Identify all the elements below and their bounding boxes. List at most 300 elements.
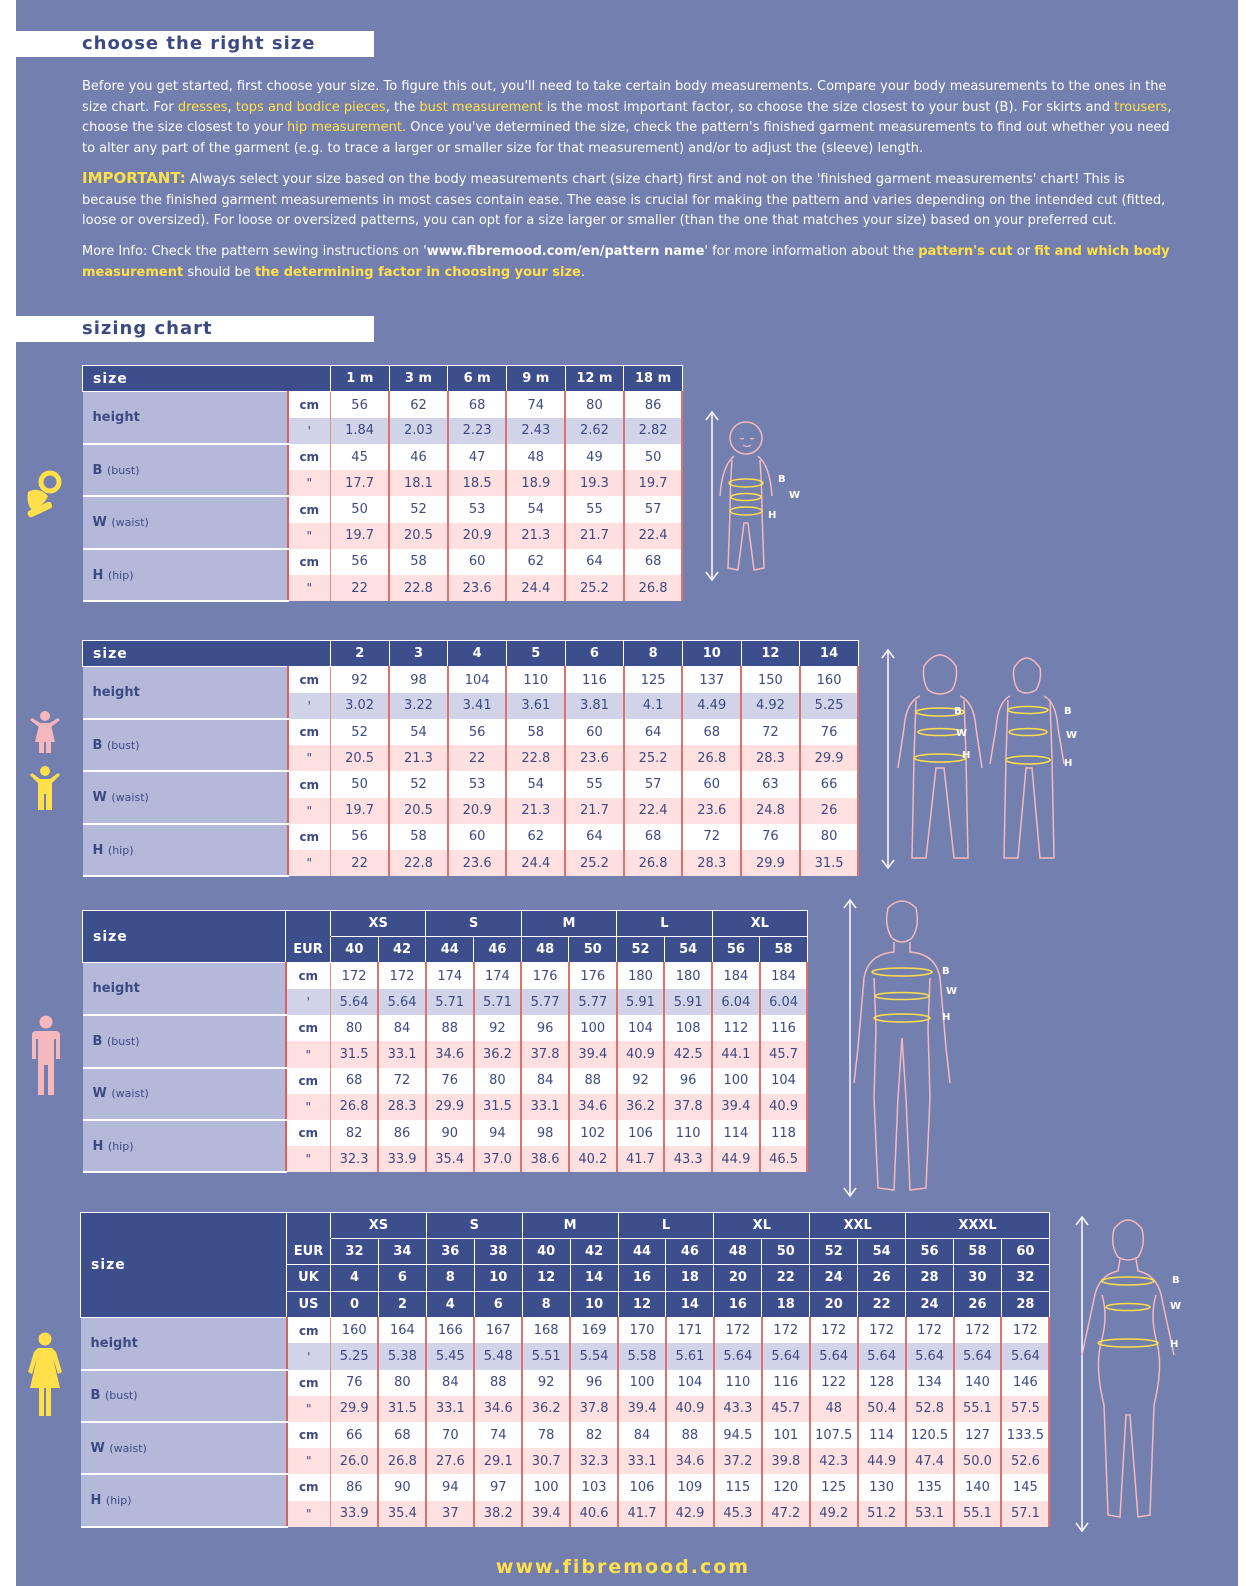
height-ft-cell: 4.49 (682, 693, 741, 719)
figure-label-b: B (1064, 706, 1072, 717)
size-uk-value: 10 (474, 1265, 522, 1291)
figure-label-h: H (768, 510, 777, 521)
waist-inch-cell: 24.8 (741, 798, 800, 824)
height-cm-cell: 92 (331, 667, 390, 693)
height-cm-cell: 172 (714, 1317, 762, 1343)
bust-cm-cell: 92 (522, 1370, 570, 1396)
figure-label-w: W (946, 986, 958, 997)
waist-cm-cell: 54 (506, 496, 565, 522)
hip-label-code: H (92, 1138, 104, 1154)
bust-cm-cell: 96 (521, 1015, 569, 1041)
highlight-bust: bust measurement (419, 99, 543, 115)
waist-cm-cell: 100 (712, 1068, 760, 1094)
waist-inch-cell: 32.3 (570, 1448, 618, 1474)
height-label-code: height (90, 1335, 138, 1351)
height-cm-cell: 116 (565, 667, 624, 693)
waist-cm-cell: 68 (331, 1068, 379, 1094)
intro-text: is the most important factor, so choose the size closest to your bust (B). For skirts and (542, 99, 1115, 115)
size-group-header: L (617, 911, 712, 937)
size-eur-value: 56 (712, 937, 760, 963)
hip-cm-cell: 106 (617, 1120, 665, 1146)
bust-inch-cell: 26.8 (682, 745, 741, 771)
unit-inch: " (286, 1041, 331, 1067)
height-row-label (83, 392, 288, 444)
waist-cm-cell: 55 (565, 496, 624, 522)
size-col-header: 6 m (448, 366, 507, 392)
height-ft-cell: 5.51 (522, 1343, 570, 1369)
size-col-header: 9 m (506, 366, 565, 392)
unit-inch: " (286, 1146, 331, 1172)
hip-inch-cell: 49.2 (810, 1501, 858, 1527)
bust-cm-cell: 52 (331, 719, 390, 745)
footer-website-text: www.fibremood.com (495, 1556, 751, 1578)
hip-cm-cell: 58 (389, 824, 448, 850)
hip-label-code: H (92, 842, 104, 858)
bust-inch-cell: 31.5 (331, 1041, 379, 1067)
waist-cm-cell: 60 (682, 771, 741, 797)
waist-row-label (83, 771, 288, 823)
height-ft-cell: 5.54 (570, 1343, 618, 1369)
women-size-table (80, 1212, 1050, 1528)
hip-cm-cell: 120 (762, 1474, 810, 1500)
waist-cm-cell: 54 (506, 771, 565, 797)
bust-inch-cell: 18.9 (506, 470, 565, 496)
height-ft-cell: 5.71 (474, 989, 522, 1015)
waist-inch-cell: 44.9 (858, 1448, 906, 1474)
hip-cm-cell: 62 (506, 549, 565, 575)
waist-inch-cell: 26.8 (331, 1094, 379, 1120)
pattern-url: www.fibremood.com/en/pattern name (426, 244, 705, 259)
waist-cm-cell: 52 (389, 771, 448, 797)
bust-inch-cell: 36.2 (522, 1396, 570, 1422)
bust-cm-cell: 110 (714, 1370, 762, 1396)
bust-row-label (83, 444, 288, 496)
bust-cm-cell: 116 (762, 1370, 810, 1396)
bust-inch-cell: 45.7 (762, 1396, 810, 1422)
waist-cm-cell: 57 (624, 496, 683, 522)
bust-inch-cell: 45.7 (760, 1041, 808, 1067)
waist-inch-cell: 22.4 (624, 798, 683, 824)
more-info-text: . (580, 264, 585, 280)
hip-inch-cell: 41.7 (618, 1501, 666, 1527)
figure-label-w: W (956, 728, 968, 739)
size-system-label: EUR (287, 1239, 331, 1265)
size-group-header: M (522, 1213, 618, 1239)
height-cm-cell: 172 (331, 963, 379, 989)
unit-inch: " (287, 1396, 331, 1422)
height-cm-cell: 150 (741, 667, 800, 693)
bust-cm-cell: 48 (506, 444, 565, 470)
more-info-text: ' for more information about the (704, 244, 919, 259)
height-cm-cell: 180 (617, 963, 665, 989)
hip-cm-cell: 90 (378, 1474, 426, 1500)
bust-inch-cell: 28.3 (741, 745, 800, 771)
size-eur-value: 48 (521, 937, 569, 963)
bust-inch-cell: 33.1 (378, 1041, 426, 1067)
hip-label-desc: (hip) (105, 1494, 132, 1508)
hip-inch-cell: 37.0 (474, 1146, 522, 1172)
hip-inch-cell: 53.1 (906, 1501, 954, 1527)
height-ft-cell: 5.25 (800, 693, 859, 719)
unit-cm: cm (287, 1422, 331, 1448)
bust-inch-cell: 19.7 (624, 470, 683, 496)
size-eur-value: 36 (426, 1239, 474, 1265)
unit-cm: cm (287, 1370, 331, 1396)
hip-cm-cell: 80 (800, 824, 859, 850)
bust-inch-cell: 29.9 (800, 745, 859, 771)
figure-label-w: W (789, 490, 801, 501)
size-us-value: 8 (522, 1291, 570, 1317)
hip-row-label (83, 1120, 286, 1172)
unit-inch: " (288, 850, 331, 876)
hip-inch-cell: 35.4 (426, 1146, 474, 1172)
height-cm-cell: 168 (522, 1317, 570, 1343)
height-cm-cell: 171 (666, 1317, 714, 1343)
waist-label-code: W (92, 1086, 107, 1102)
bust-inch-cell: 22 (448, 745, 507, 771)
highlight-dresses: dresses (177, 99, 228, 115)
height-ft-cell: 2.82 (624, 418, 683, 444)
figure-label-h: H (962, 750, 971, 761)
waist-cm-cell: 88 (666, 1422, 714, 1448)
waist-label-desc: (waist) (111, 1087, 149, 1101)
size-us-value: 16 (714, 1291, 762, 1317)
unit-cm: cm (286, 963, 331, 989)
waist-cm-cell: 120.5 (906, 1422, 954, 1448)
size-eur-value: 58 (760, 937, 808, 963)
height-cm-cell: 172 (906, 1317, 954, 1343)
waist-cm-cell: 76 (426, 1068, 474, 1094)
important-text: Always select your size based on the body measurements chart (size chart) first and not on the 'finished garment measurements' chart! This is because the finished garment measurements in most cases contain ease. The ease is crucial for making the pattern and varies depending on the intended cut (fitted, loose or oversized). For loose or oversized patterns, you can opt for a size larger or smaller (than the one that matches your size) based on your preferred cut. (82, 172, 1166, 228)
height-ft-cell: 5.61 (666, 1343, 714, 1369)
height-ft-cell: 2.23 (448, 418, 507, 444)
highlight-tops: tops and bodice pieces (235, 99, 386, 115)
size-eur-value: 40 (331, 937, 379, 963)
hip-inch-cell: 33.9 (378, 1146, 426, 1172)
waist-cm-cell: 107.5 (810, 1422, 858, 1448)
waist-inch-cell: 40.9 (760, 1094, 808, 1120)
height-ft-cell: 3.61 (506, 693, 565, 719)
waist-cm-cell: 53 (448, 771, 507, 797)
hip-cm-cell: 109 (666, 1474, 714, 1500)
hip-inch-cell: 37 (426, 1501, 474, 1527)
waist-row-label (83, 496, 288, 548)
size-us-value: 14 (666, 1291, 714, 1317)
height-ft-cell: 2.43 (506, 418, 565, 444)
size-header: size (81, 1213, 287, 1318)
bust-inch-cell: 48 (810, 1396, 858, 1422)
waist-inch-cell: 42.3 (810, 1448, 858, 1474)
hip-cm-cell: 64 (565, 549, 624, 575)
bust-cm-cell: 134 (906, 1370, 954, 1396)
hip-inch-cell: 40.6 (570, 1501, 618, 1527)
hip-inch-cell: 23.6 (448, 575, 507, 601)
waist-cm-cell: 114 (858, 1422, 906, 1448)
hip-cm-cell: 68 (624, 824, 683, 850)
height-cm-cell: 172 (810, 1317, 858, 1343)
hip-inch-cell: 25.2 (565, 575, 624, 601)
waist-inch-cell: 52.6 (1001, 1448, 1049, 1474)
bust-inch-cell: 36.2 (474, 1041, 522, 1067)
hip-inch-cell: 42.9 (666, 1501, 714, 1527)
size-col-header: 18 m (624, 366, 683, 392)
bust-cm-cell: 54 (389, 719, 448, 745)
more-info-text: or (1012, 244, 1035, 259)
size-col-header: 3 m (389, 366, 448, 392)
size-eur-value: 34 (378, 1239, 426, 1265)
height-ft-cell: 5.64 (906, 1343, 954, 1369)
height-ft-cell: 5.64 (858, 1343, 906, 1369)
hip-cm-cell: 103 (570, 1474, 618, 1500)
height-ft-cell: 4.1 (624, 693, 683, 719)
waist-inch-cell: 33.1 (618, 1448, 666, 1474)
height-ft-cell: 1.84 (331, 418, 390, 444)
waist-inch-cell: 20.9 (448, 523, 507, 549)
bust-inch-cell: 55.1 (954, 1396, 1002, 1422)
bust-label-desc: (bust) (104, 1389, 138, 1403)
hip-inch-cell: 32.3 (331, 1146, 379, 1172)
bust-inch-cell: 40.9 (617, 1041, 665, 1067)
figure-label-h: H (1064, 758, 1073, 769)
height-ft-cell: 5.64 (954, 1343, 1002, 1369)
bust-cm-cell: 96 (570, 1370, 618, 1396)
bust-cm-cell: 92 (474, 1015, 522, 1041)
hip-cm-cell: 140 (954, 1474, 1002, 1500)
height-cm-cell: 86 (624, 392, 683, 418)
bust-cm-cell: 45 (331, 444, 390, 470)
baby-figure (700, 408, 810, 583)
height-cm-cell: 172 (858, 1317, 906, 1343)
bust-inch-cell: 39.4 (618, 1396, 666, 1422)
waist-inch-cell: 21.3 (506, 798, 565, 824)
height-ft-cell: 3.41 (448, 693, 507, 719)
height-ft-cell: 5.91 (664, 989, 712, 1015)
waist-inch-cell: 37.8 (664, 1094, 712, 1120)
height-cm-cell: 172 (378, 963, 426, 989)
size-us-value: 6 (474, 1291, 522, 1317)
hip-cm-cell: 60 (448, 549, 507, 575)
size-col-header: 4 (448, 641, 507, 667)
unit-ft: ' (288, 418, 331, 444)
bust-cm-cell: 112 (712, 1015, 760, 1041)
hip-inch-cell: 39.4 (522, 1501, 570, 1527)
size-eur-value: 48 (714, 1239, 762, 1265)
hip-inch-cell: 23.6 (448, 850, 507, 876)
unit-inch: " (288, 745, 331, 771)
height-cm-cell: 184 (712, 963, 760, 989)
bust-inch-cell: 37.8 (521, 1041, 569, 1067)
bust-inch-cell: 57.5 (1001, 1396, 1049, 1422)
footer-website (0, 1556, 1246, 1578)
waist-inch-cell: 31.5 (474, 1094, 522, 1120)
hip-inch-cell: 24.4 (506, 850, 565, 876)
height-label-code: height (92, 410, 140, 426)
hip-inch-cell: 43.3 (664, 1146, 712, 1172)
waist-inch-cell: 50.0 (954, 1448, 1002, 1474)
size-us-value: 28 (1001, 1291, 1049, 1317)
bust-cm-cell: 116 (760, 1015, 808, 1041)
hip-inch-cell: 38.2 (474, 1501, 522, 1527)
unit-cm: cm (286, 1068, 331, 1094)
bust-cm-cell: 72 (741, 719, 800, 745)
hip-inch-cell: 33.9 (331, 1501, 379, 1527)
hip-inch-cell: 28.3 (682, 850, 741, 876)
bust-cm-cell: 80 (378, 1370, 426, 1396)
height-cm-cell: 98 (389, 667, 448, 693)
hip-cm-cell: 145 (1001, 1474, 1049, 1500)
bust-inch-cell: 23.6 (565, 745, 624, 771)
waist-cm-cell: 66 (800, 771, 859, 797)
waist-inch-cell: 37.2 (714, 1448, 762, 1474)
size-eur-value: 32 (331, 1239, 379, 1265)
hip-inch-cell: 31.5 (800, 850, 859, 876)
hip-cm-cell: 100 (522, 1474, 570, 1500)
girl-icon (28, 710, 62, 754)
height-ft-cell: 3.02 (331, 693, 390, 719)
size-col-header: 12 (741, 641, 800, 667)
size-eur-value: 44 (618, 1239, 666, 1265)
size-us-value: 12 (618, 1291, 666, 1317)
waist-cm-cell: 55 (565, 771, 624, 797)
woman-icon (26, 1332, 64, 1418)
size-system-spacer (286, 911, 331, 937)
height-ft-cell: 5.48 (474, 1343, 522, 1369)
waist-inch-cell: 29.9 (426, 1094, 474, 1120)
size-uk-value: 18 (666, 1265, 714, 1291)
size-uk-value: 8 (426, 1265, 474, 1291)
height-ft-cell: 3.22 (389, 693, 448, 719)
size-eur-value: 38 (474, 1239, 522, 1265)
figure-label-b: B (1172, 1275, 1180, 1286)
hip-cm-cell: 64 (565, 824, 624, 850)
height-cm-cell: 160 (331, 1317, 379, 1343)
size-us-value: 20 (810, 1291, 858, 1317)
figure-label-h: H (942, 1012, 951, 1023)
waist-inch-cell: 33.1 (521, 1094, 569, 1120)
intro-paragraph-2 (82, 168, 1180, 232)
height-cm-cell: 176 (569, 963, 617, 989)
size-col-header: 6 (565, 641, 624, 667)
hip-inch-cell: 25.2 (565, 850, 624, 876)
hip-inch-cell: 24.4 (506, 575, 565, 601)
hip-inch-cell: 22 (331, 575, 390, 601)
bust-inch-cell: 42.5 (664, 1041, 712, 1067)
height-cm-cell: 167 (474, 1317, 522, 1343)
waist-inch-cell: 34.6 (666, 1448, 714, 1474)
height-cm-cell: 174 (426, 963, 474, 989)
waist-cm-cell: 104 (760, 1068, 808, 1094)
size-eur-value: 44 (426, 937, 474, 963)
height-cm-cell: 125 (624, 667, 683, 693)
unit-inch: " (288, 575, 331, 601)
bust-inch-cell: 21.3 (389, 745, 448, 771)
size-uk-value: 14 (570, 1265, 618, 1291)
size-col-header: 3 (389, 641, 448, 667)
height-cm-cell: 174 (474, 963, 522, 989)
size-uk-value: 20 (714, 1265, 762, 1291)
unit-inch: " (286, 1094, 331, 1120)
size-uk-value: 16 (618, 1265, 666, 1291)
bust-cm-cell: 140 (954, 1370, 1002, 1396)
waist-inch-cell: 20.9 (448, 798, 507, 824)
height-ft-cell: 6.04 (760, 989, 808, 1015)
hip-inch-cell: 29.9 (741, 850, 800, 876)
size-col-header: 5 (506, 641, 565, 667)
size-us-value: 18 (762, 1291, 810, 1317)
height-ft-cell: 5.64 (714, 1343, 762, 1369)
bust-inch-cell: 22.8 (506, 745, 565, 771)
size-system-spacer (287, 1213, 331, 1239)
height-row-label (81, 1317, 287, 1369)
hip-inch-cell: 46.5 (760, 1146, 808, 1172)
height-cm-cell: 172 (954, 1317, 1002, 1343)
bust-label-desc: (bust) (106, 463, 140, 477)
bust-cm-cell: 88 (426, 1015, 474, 1041)
size-eur-value: 58 (954, 1239, 1002, 1265)
baby-size-table (82, 365, 683, 602)
hip-cm-cell: 97 (474, 1474, 522, 1500)
height-cm-cell: 68 (448, 392, 507, 418)
hip-cm-cell: 56 (331, 824, 390, 850)
size-us-value: 4 (426, 1291, 474, 1317)
size-eur-value: 50 (569, 937, 617, 963)
hip-cm-cell: 118 (760, 1120, 808, 1146)
hip-inch-cell: 35.4 (378, 1501, 426, 1527)
height-ft-cell: 5.71 (426, 989, 474, 1015)
hip-label-code: H (90, 1493, 102, 1509)
waist-cm-cell: 92 (617, 1068, 665, 1094)
bust-inch-cell: 19.3 (565, 470, 624, 496)
bust-cm-cell: 50 (624, 444, 683, 470)
hip-cm-cell: 114 (712, 1120, 760, 1146)
unit-cm: cm (288, 771, 331, 797)
size-uk-value: 12 (522, 1265, 570, 1291)
height-ft-cell: 5.64 (331, 989, 379, 1015)
height-cm-cell: 164 (378, 1317, 426, 1343)
man-icon (30, 1015, 62, 1097)
hip-cm-cell: 98 (521, 1120, 569, 1146)
sizing-chart-heading (16, 316, 374, 342)
bust-cm-cell: 58 (506, 719, 565, 745)
size-uk-value: 6 (378, 1265, 426, 1291)
hip-inch-cell: 45.3 (714, 1501, 762, 1527)
kids-size-table (82, 640, 859, 877)
size-us-value: 10 (570, 1291, 618, 1317)
unit-cm: cm (287, 1474, 331, 1500)
bust-cm-cell: 56 (448, 719, 507, 745)
height-cm-cell: 56 (331, 392, 390, 418)
unit-cm: cm (288, 496, 331, 522)
bust-inch-cell: 20.5 (331, 745, 390, 771)
hip-inch-cell: 22.8 (389, 850, 448, 876)
height-ft-cell: 2.62 (565, 418, 624, 444)
hip-cm-cell: 60 (448, 824, 507, 850)
waist-inch-cell: 23.6 (682, 798, 741, 824)
waist-cm-cell: 53 (448, 496, 507, 522)
waist-label-code: W (92, 790, 107, 806)
bust-cm-cell: 84 (426, 1370, 474, 1396)
waist-label-code: W (90, 1440, 105, 1456)
bust-cm-cell: 100 (618, 1370, 666, 1396)
size-group-header: S (426, 911, 521, 937)
waist-label-code: W (92, 515, 107, 531)
hip-cm-cell: 102 (569, 1120, 617, 1146)
intro-paragraph-3 (82, 242, 1180, 283)
hip-inch-cell: 38.6 (521, 1146, 569, 1172)
waist-cm-cell: 68 (378, 1422, 426, 1448)
bust-label-code: B (92, 1033, 103, 1049)
hip-label-code: H (92, 567, 104, 583)
